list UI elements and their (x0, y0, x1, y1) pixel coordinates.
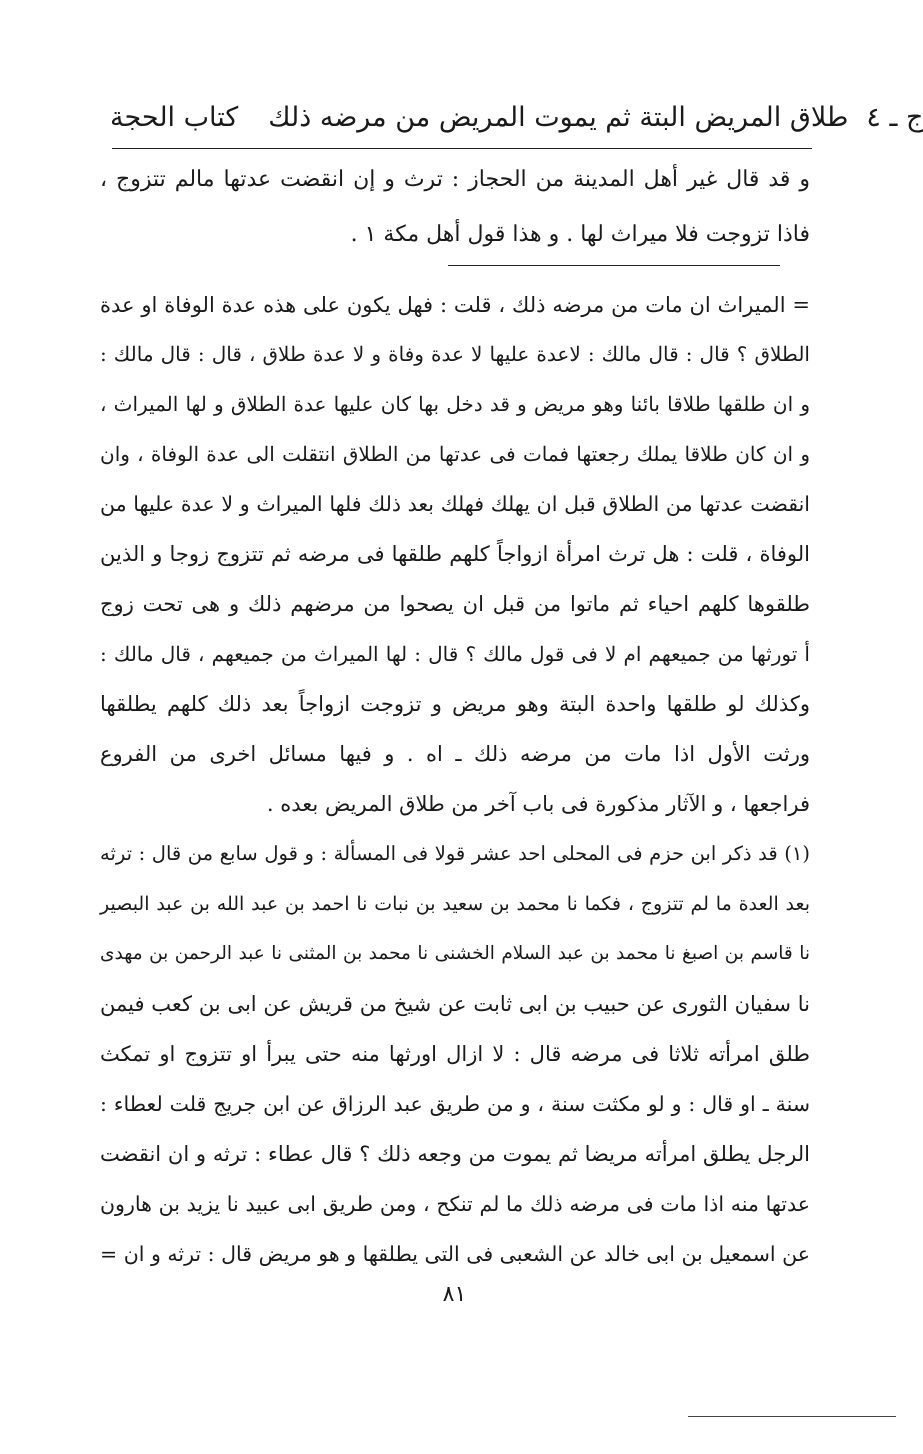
footnote-line: فراجعها ، و الآثار مذكورة فى باب آخر من طلاق المريض بعده . (266, 792, 810, 816)
footnote-line: و ان كان طلاقا يملك رجعتها فمات فى عدتها من الطلاق انتقلت الى عدة الوفاة ، وان (100, 442, 810, 466)
footnote-divider (448, 265, 780, 266)
main-text-line: فاذا تزوجت فلا ميراث لها . و هذا قول أهل مكة ١ . (350, 222, 810, 247)
footnote-line: نا سفيان الثورى عن حبيب بن ابى ثابت عن شيخ من قريش عن ابى بن كعب فيمن (100, 992, 810, 1016)
volume-label: ج ـ ٤ (866, 101, 923, 133)
book-title: كتاب الحجة (110, 101, 239, 133)
footnote-line: انقضت عدتها من الطلاق قبل ان يهلك فهلك بعد ذلك فلها الميراث و لا عدة عليها من (100, 492, 810, 516)
footnote-line: أ تورثها من جميعهم ام لا فى قول مالك ؟ قال : لها الميراث من جميعهم ، قال مالك : (100, 642, 810, 666)
footnote-line: عن اسمعيل بن ابى خالد عن الشعبى فى التى يطلقها و هو مريض قال : ترثه و ان = (100, 1242, 810, 1266)
footnote-line: سنة ـ او قال : و لو مكثت سنة ، و من طريق عبد الرزاق عن ابن جريج قلت لعطاء : (100, 1092, 810, 1116)
footnote-line: بعد العدة ما لم تتزوج ، فكما نا محمد بن سعيد بن نبات نا احمد بن عبد الله بن عبد البصير (100, 893, 810, 915)
bottom-rule (688, 1416, 896, 1417)
footnote-line: نا قاسم بن اصبغ نا محمد بن عبد السلام الخشنى نا محمد بن المثنى نا عبد الرحمن بن مهدى (100, 943, 810, 964)
footnote-line: الرجل يطلق امرأته مريضا ثم يموت من وجعه ذلك ؟ قال عطاء : ترثه و ان انقضت (100, 1142, 810, 1166)
chapter-title: طلاق المريض البتة ثم يموت المريض من مرضه ذلك (268, 101, 849, 133)
footnote-line: الطلاق ؟ قال : قال مالك : لاعدة عليها لا عدة وفاة و لا عدة طلاق ، قال : قال مالك : (100, 342, 810, 366)
header-divider (112, 148, 812, 149)
footnote-line: وكذلك لو طلقها واحدة البتة وهو مريض و تزوجت ازواجاً بعد ذلك كلهم يطلقها (100, 692, 810, 716)
main-text-line: و قد قال غير أهل المدينة من الحجاز : ترث و إن انقضت عدتها مالم تتزوج ، (100, 167, 810, 192)
footnote-line: و ان طلقها طلاقا بائنا وهو مريض و قد دخل بها كان عليها عدة الطلاق و لها الميراث ، (100, 392, 810, 416)
footnote-line: ورثت الأول اذا مات من مرضه ذلك ـ اه . و فيها مسائل اخرى من الفروع (100, 742, 810, 766)
footnote-line: = الميراث ان مات من مرضه ذلك ، قلت : فهل يكون على هذه عدة الوفاة او عدة (100, 293, 810, 317)
page-number: ٨١ (442, 1282, 467, 1307)
footnote-line: طلقوها كلهم احياء ثم ماتوا من قبل ان يصحوا من مرضهم ذلك و هى تحت زوج (100, 592, 810, 616)
footnote-line: عدتها منه اذا مات فى مرضه ذلك ما لم تنكح ، ومن طريق ابى عبيد نا يزيد بن هارون (100, 1192, 810, 1216)
footnote-line: طلق امرأته ثلاثا فى مرضه قال : لا ازال اورثها منه حتى يبرأ او تتزوج او تمكث (100, 1042, 810, 1066)
footnote-line: الوفاة ، قلت : هل ترث امرأة ازواجاً كلهم طلقها فى مرضه ثم تتزوج زوجا و الذين (100, 542, 810, 566)
footnote-line: (١) قد ذكر ابن حزم فى المحلى احد عشر قولا فى المسألة : و قول سابع من قال : ترثه (100, 842, 810, 865)
running-header (110, 92, 923, 142)
